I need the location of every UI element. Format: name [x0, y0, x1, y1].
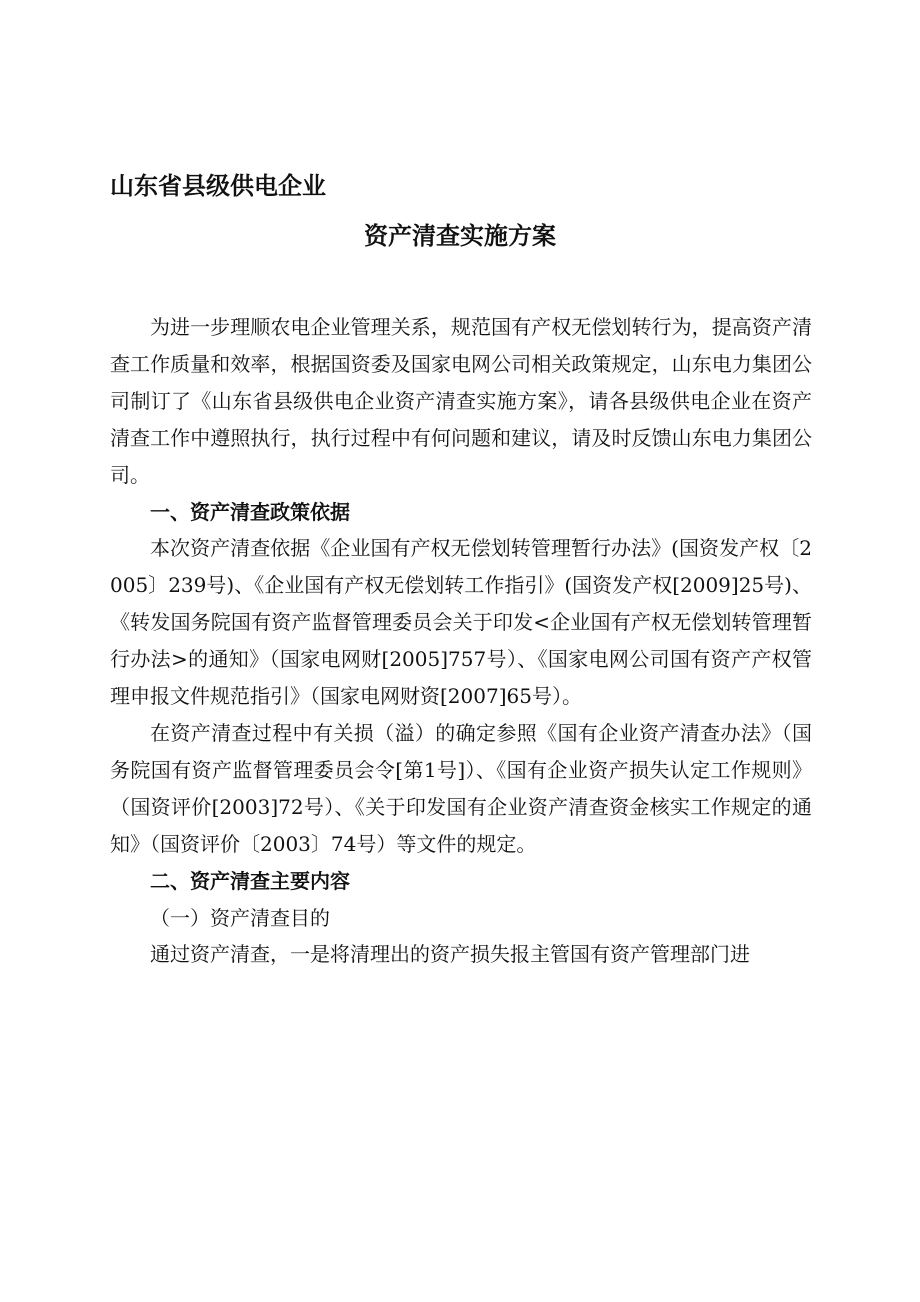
section-heading-1: 一、资产清查政策依据 — [150, 499, 350, 524]
policy-basis-paragraph: 本次资产清查依据《企业国有产权无偿划转管理暂行办法》(国资发产权〔2005〕239号)、《企业国有产权无偿划转工作指引》(国资发产权[2009]25号)、《转发国务院国有资产监督管理委员会关于印发<企业国有产权无偿划转管理暂行办法>的通知》（国家电网财[2005]757号）、《国家电网公司国有资产产权管理申报文件规范指引》（国家电网财资[2007]65号）。 — [110, 536, 812, 709]
document-body — [110, 309, 812, 973]
loss-determination-paragraph: 在资产清查过程中有关损（溢）的确定参照《国有企业资产清查办法》（国务院国有资产监督管理委员会令[第1号]）、《国有企业资产损失认定工作规则》（国资评价[2003]72号）、《关于印发国有企业资产清查资金核实工作规定的通知》（国资评价〔2003〕74号）等文件的规定。 — [110, 720, 812, 856]
section-heading-2: 二、资产清查主要内容 — [150, 868, 350, 893]
purpose-paragraph: 通过资产清查，一是将清理出的资产损失报主管国有资产管理部门进 — [150, 942, 750, 967]
intro-paragraph: 为进一步理顺农电企业管理关系，规范国有产权无偿划转行为，提高资产清查工作质量和效率，根据国资委及国家电网公司相关政策规定，山东电力集团公司制订了《山东省县级供电企业资产清查实施方案》，请各县级供电企业在资产清查工作中遵照执行，执行过程中有何问题和建议，请及时反馈山东电力集团公司。 — [110, 315, 812, 487]
document-title-line-2: 资产清查实施方案 — [364, 222, 556, 250]
subsection-heading-1: （一）资产清查目的 — [150, 905, 330, 930]
document-title-line-1: 山东省县级供电企业 — [110, 172, 326, 200]
